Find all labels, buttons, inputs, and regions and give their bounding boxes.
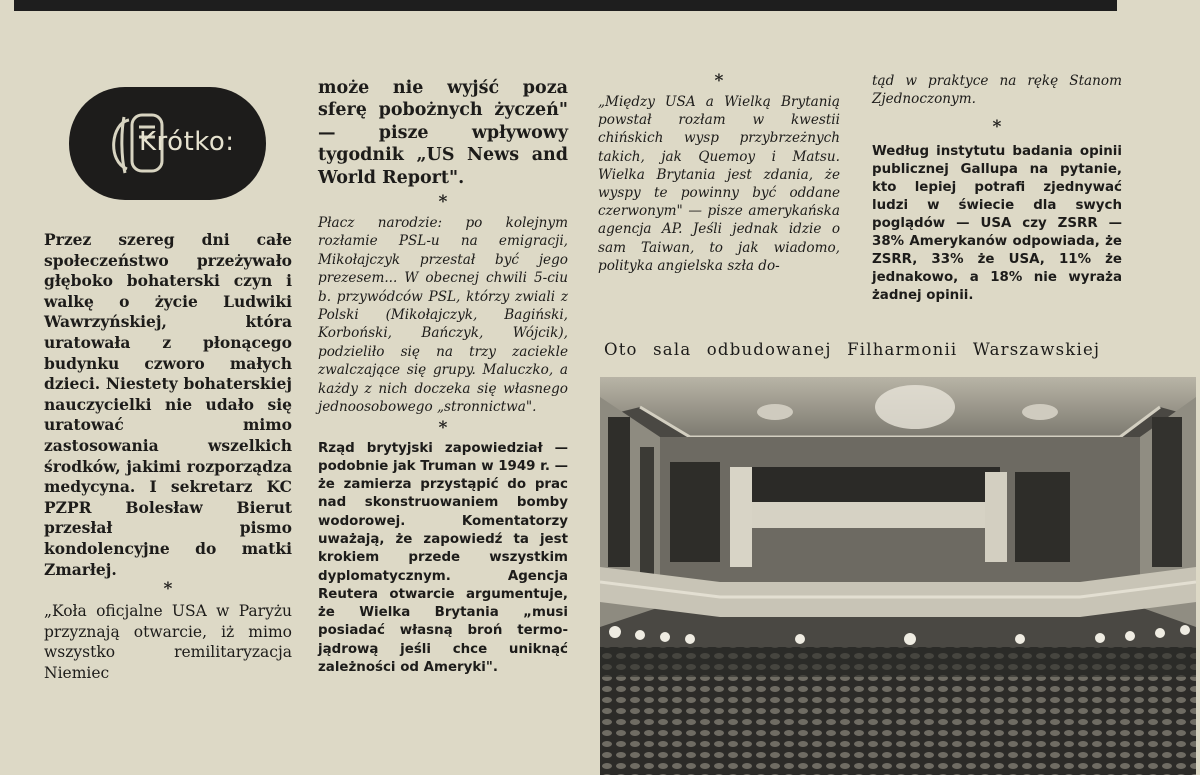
krotko-logo [69,87,266,200]
separator-star: * [438,417,448,438]
top-rule [14,0,1117,11]
article-gallup: Według instytutu badania opinii publicznej Gallupa na pytanie, kto lepiej potrafi zjednywać ludzi w świecie dla swych poglądów — USA czy ZSRR — 38% Amerykanów odpowiada, że ZSRR, 33% że USA, 11% że jednakowo, a 18% nie wyraża żadnej opinii. [872,144,1122,304]
article-wawrzynska: Przez szereg dni całe społeczeństwo przeżywało głęboko bohaterski czyn i walkę o życie Ludwiki Wawrzyńskiej, która uratowała z płonącego budynku czworo małych dzieci. Niestety bohaterskiej nauczycielki nie udało się uratować mimo zastosowania wszelkich środków, jakimi rozporządza medycyna. I sekretarz KC PZPR Bolesław Bierut przesłał pismo kondolencyjne do matki Zmarłej. [44,230,292,579]
article-psl: Płacz narodzie: po kolejnym rozłamie PSL-u na emigracji, Mikołajczyk przestał być jego prezesem... W obecnej chwili 5-ciu b. przywódców PSL, którzy zwiali z Polski (Mikołajczyk, Bagiński, Korboński, Bańczyk, Wójcik), podzieliło się na trzy zaciekle zwalczające się grupy. Maluczko, a każdy z nich doczeka się własnego jednoosobowego „stronnictwa". [318,215,568,416]
separator-star: * [992,117,1002,138]
column-2 [318,77,568,677]
article-taiwan-end: tąd w praktyce na rękę Stanom Zjednoczonym. [872,73,1122,108]
article-taiwan: „Między USA a Wielką Brytanią powstał rozłam w kwestii chińskich wysp przybrzeżnych takich, jak Quemoy i Matsu. Wielka Brytania jest zdania, że wyspy te powinny być oddane czerwonym" — pisze amerykańska agencja AP. Jeśli jednak idzie o sam Taiwan, to jak wiadomo, polityka angielska szła do- [598,94,840,274]
separator-star: * [714,71,724,91]
logo-text: Krótko: [139,127,235,157]
article-hydrogen-bomb: Rząd brytyjski zapowiedział — podobnie jak Truman w 1949 r. — że zamierza przystąpić do prac nad skonstruowaniem bomby wodorowej. Komentatorzy uważają, że zapowiedź ta jest krokiem przede wszystkim dyplomatycznym. Agencja Reutera otwarcie argumentuje, że Wielka Brytania „musi posiadać własną broń termo-jądrową jeśli chce uniknąć zależności od Ameryki". [318,440,568,676]
separator-star: * [438,192,448,213]
column-4 [872,72,1122,305]
article-usa-paris-start: „Koła oficjalne USA w Paryżu przyznają otwarcie, iż mimo wszystko remilitaryzacja Niemiec [44,602,292,682]
article-usa-paris-end: może nie wyjść poza sferę pobożnych życzeń" — pisze wpływowy tygodnik „US News and World Report". [318,78,568,188]
column-3 [598,72,840,275]
philharmonic-hall-photo [600,377,1196,775]
photo-caption: Oto sala odbudowanej Filharmonii Warszawskiej [604,340,1101,359]
column-1 [44,230,292,683]
separator-star: * [163,579,173,600]
